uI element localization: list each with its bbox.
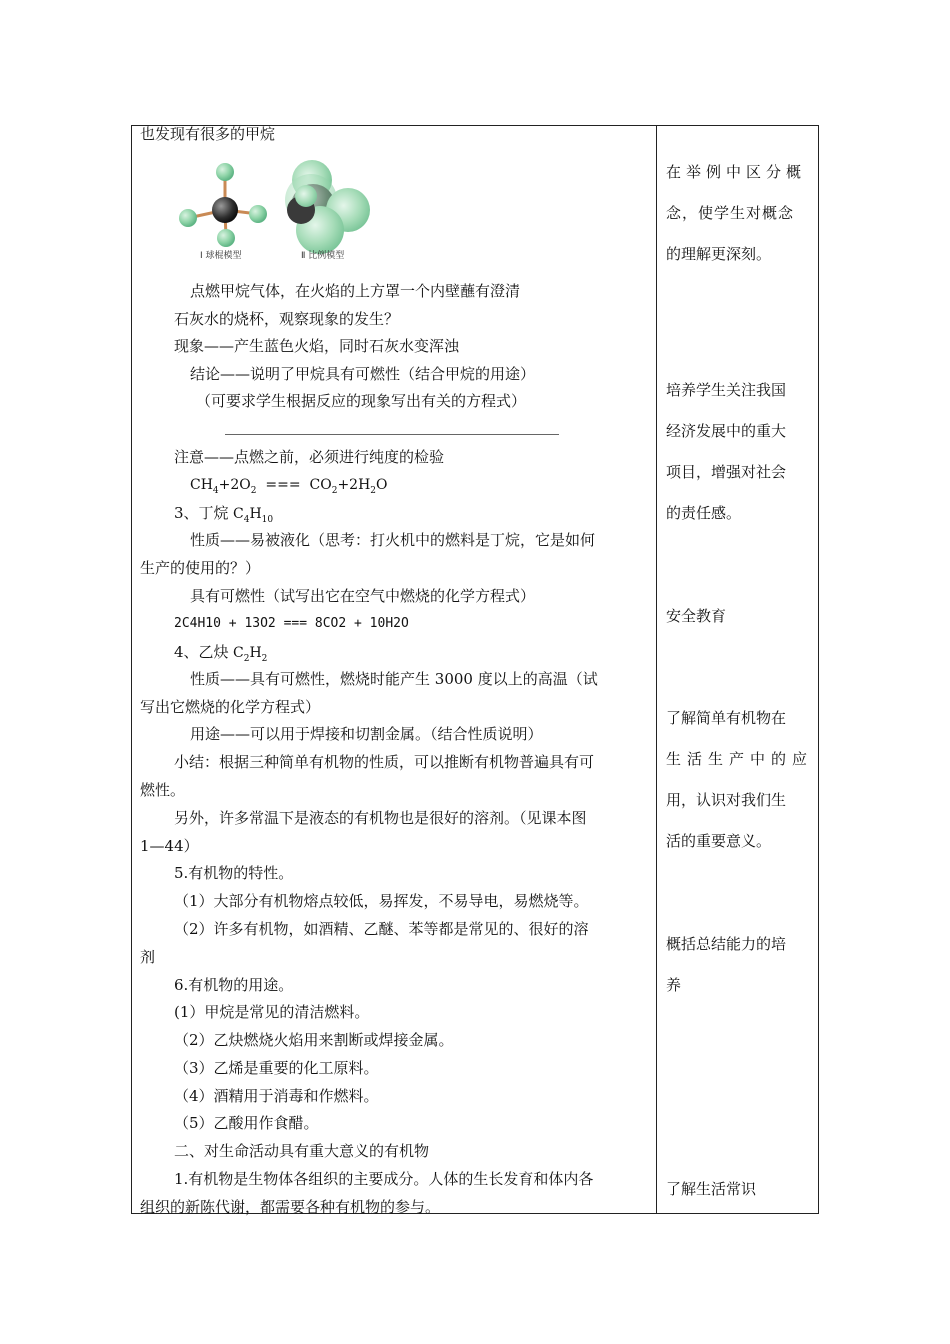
- text-line: 组织的新陈代谢，都需要各种有机物的参与。: [140, 1198, 441, 1216]
- section-heading: 二、对生命活动具有重大意义的有机物: [174, 1142, 430, 1160]
- text-line: 性质——具有可燃性，燃烧时能产生 3000 度以上的高温（试: [190, 670, 598, 688]
- note-line: 念，使学生对概念: [666, 204, 795, 222]
- methane-combustion-equation: $CH_4+2O_2$ === $CO_2+2H_2O$: [190, 477, 388, 496]
- text-line: 也发现有很多的甲烷: [140, 125, 276, 143]
- note-line: 概括总结能力的培: [666, 935, 787, 953]
- methane-models-figure: [170, 158, 390, 266]
- note-line: 养: [666, 976, 682, 994]
- text-line: 结论——说明了甲烷具有可燃性（结合甲烷的用途）: [190, 365, 536, 383]
- text-line: 性质——易被液化（思考：打火机中的燃料是丁烷，它是如何: [190, 531, 596, 549]
- text-line: 剂: [140, 948, 156, 966]
- text-line: （3）乙烯是重要的化工原料。: [174, 1059, 379, 1077]
- text-line: 小结：根据三种简单有机物的性质，可以推断有机物普遍具有可: [174, 753, 595, 771]
- note-line: 生活生产中的应: [666, 750, 814, 768]
- text-line: (1）甲烷是常见的清洁燃料。: [174, 1003, 370, 1021]
- text-line: （2）许多有机物，如酒精、乙醚、苯等都是常见的、很好的溶: [174, 920, 589, 938]
- text-line: （可要求学生根据反应的现象写出有关的方程式）: [196, 392, 527, 410]
- text-line: （2）乙炔燃烧火焰用来割断或焊接金属。: [174, 1031, 454, 1049]
- section-butane: 3、丁烷 $C_4H_{10}$: [174, 504, 274, 525]
- note-line: 的理解更深刻。: [666, 245, 772, 263]
- ball-stick-model: [179, 163, 267, 247]
- text-line: （5）乙酸用作食醋。: [174, 1114, 319, 1132]
- text-line: 现象——产生蓝色火焰，同时石灰水变浑浊: [174, 337, 460, 355]
- butane-combustion-equation: 2C4H10 + 13O2 === 8CO2 + 10H2O: [174, 616, 409, 631]
- figure-label-ball-stick: Ⅰ 球棍模型: [200, 251, 242, 261]
- note-line: 了解生活常识: [666, 1180, 757, 1198]
- text-line: 1—44）: [140, 837, 199, 855]
- note-line: 培养学生关注我国: [666, 381, 787, 399]
- text-line: 石灰水的烧杯，观察现象的发生？: [174, 310, 400, 328]
- text-line: 用途——可以用于焊接和切割金属。（结合性质说明）: [190, 725, 543, 743]
- text-line: 燃性。: [140, 781, 186, 799]
- text-line: 写出它燃烧的化学方程式）: [140, 698, 321, 716]
- column-divider: [656, 125, 657, 1214]
- text-line: （1）大部分有机物熔点较低，易挥发，不易导电，易燃烧等。: [174, 892, 589, 910]
- note-line: 在举例中区分概: [666, 163, 807, 181]
- note-line: 用，认识对我们生: [666, 791, 787, 809]
- text-line: （4）酒精用于消毒和作燃料。: [174, 1087, 379, 1105]
- note-line: 项目，增强对社会: [666, 463, 787, 481]
- section-acetylene: 4、乙炔 $C_2H_2$: [174, 643, 268, 664]
- text-line: 另外，许多常温下是液态的有机物也是很好的溶剂。（见课本图: [174, 809, 587, 827]
- text-line: 5.有机物的特性。: [174, 864, 294, 882]
- text-line: 生产的使用的？）: [140, 559, 261, 577]
- note-line: 安全教育: [666, 607, 727, 625]
- note-line: 的责任感。: [666, 504, 742, 522]
- text-line: 点燃甲烷气体，在火焰的上方罩一个内壁蘸有澄清: [190, 282, 521, 300]
- figure-label-space-filling: Ⅱ 比例模型: [301, 251, 345, 261]
- text-line: 注意——点燃之前，必须进行纯度的检验: [174, 448, 445, 466]
- note-line: 经济发展中的重大: [666, 422, 787, 440]
- text-line: 1.有机物是生物体各组织的主要成分。人体的生长发育和体内各: [174, 1170, 594, 1188]
- note-line: 了解简单有机物在: [666, 709, 787, 727]
- space-filling-model: [285, 160, 370, 254]
- methane-models-image: [170, 158, 390, 266]
- note-line: 活的重要意义。: [666, 832, 772, 850]
- answer-blank-line: [225, 434, 559, 435]
- text-line: 具有可燃性（试写出它在空气中燃烧的化学方程式）: [190, 587, 536, 605]
- text-line: 6.有机物的用途。: [174, 976, 294, 994]
